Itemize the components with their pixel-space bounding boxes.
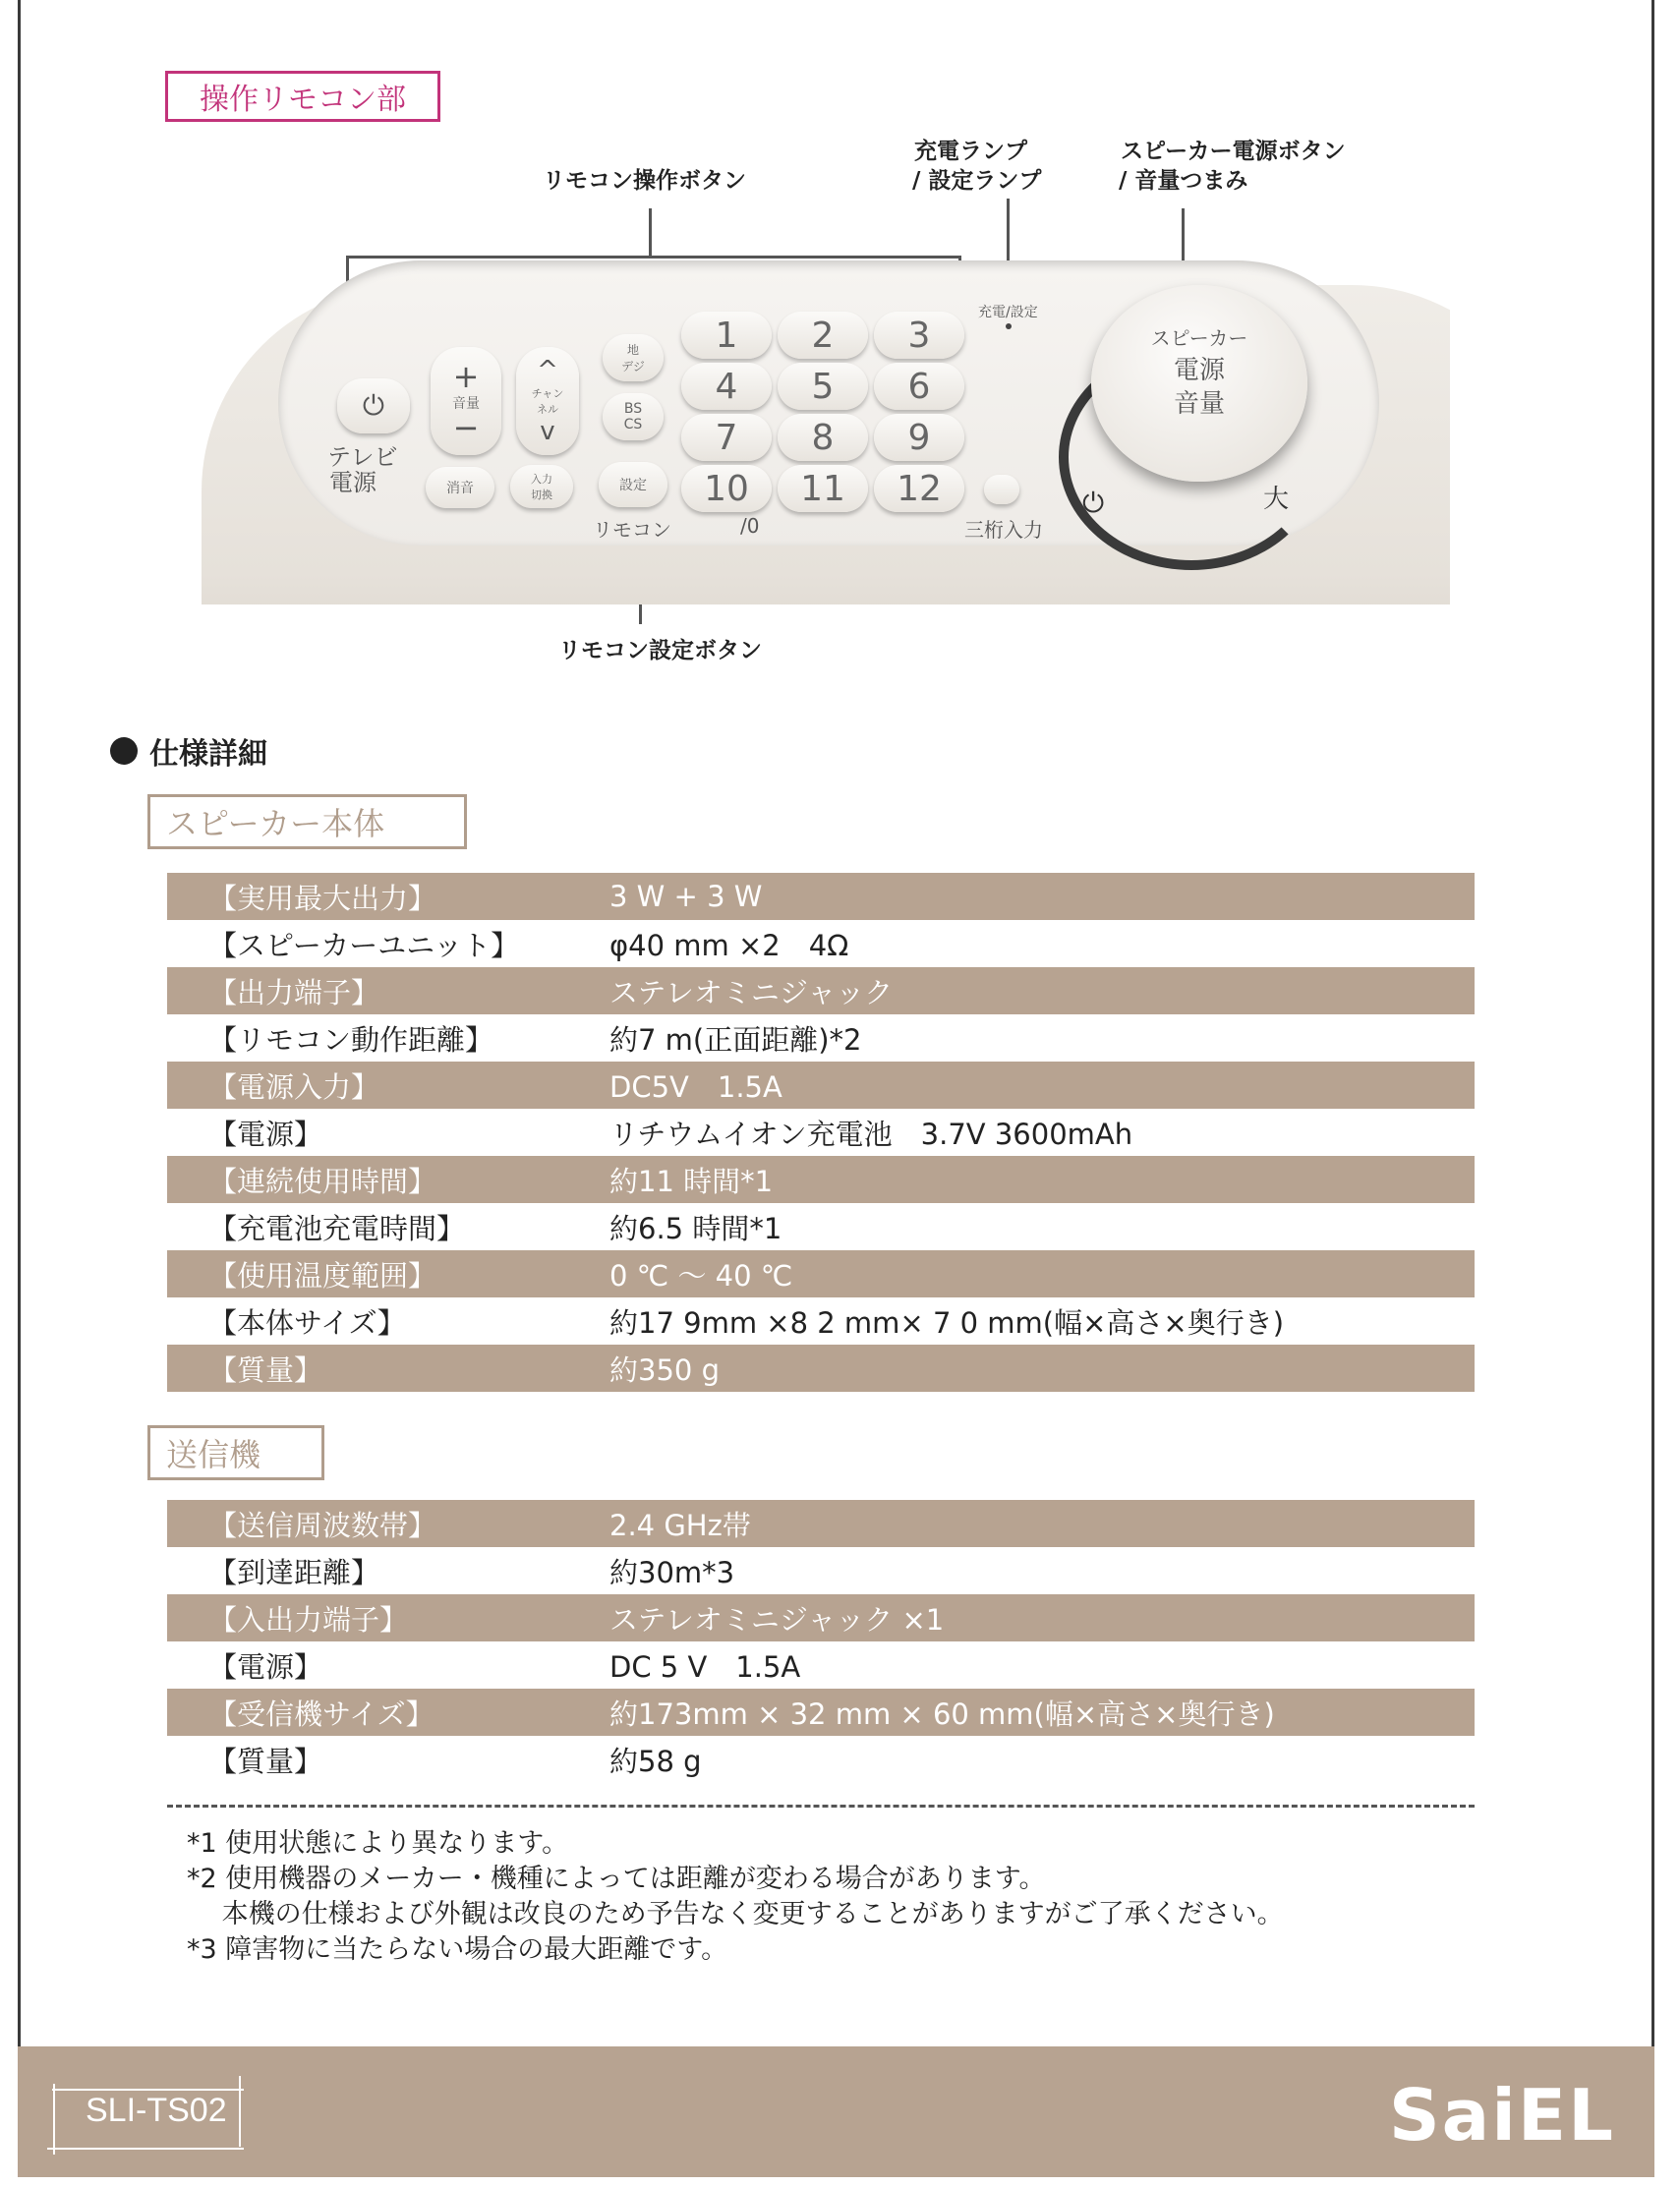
spec-key: 【充電池充電時間】 <box>208 1211 466 1245</box>
num-button-7: 7 <box>681 414 772 461</box>
spec-value: 0 ℃ 〜 40 ℃ <box>609 1258 793 1293</box>
knob-label-3: 音量 <box>1173 389 1225 419</box>
spec-value: 約30m*3 <box>609 1555 735 1589</box>
bracket-stem <box>649 208 652 258</box>
spec-key: 【電源】 <box>208 1649 323 1684</box>
spec-value: 約6.5 時間*1 <box>609 1211 782 1245</box>
footnotes <box>187 1826 1284 1968</box>
knob-label-2: 電源 <box>1173 356 1225 385</box>
callout-speaker-line1: スピーカー電源ボタン <box>1121 139 1346 164</box>
three-digit-label: 三桁入力 <box>964 518 1043 542</box>
spec-value: DC 5 V 1.5A <box>609 1649 801 1684</box>
spec-row <box>167 1689 1475 1736</box>
setting-button: 設定 <box>599 462 667 507</box>
channel-rocker <box>516 347 579 455</box>
tv-power-label-1: テレビ <box>327 443 398 471</box>
num-button-1: 1 <box>681 312 772 359</box>
spec-key: 【受信機サイズ】 <box>208 1697 434 1731</box>
volume-plus: + <box>452 358 480 395</box>
footnote-2: *2 使用機器のメーカー・機種によっては距離が変わる場合があります。 <box>187 1864 1046 1894</box>
spec-row <box>167 1736 1475 1783</box>
spec-value: 2.4 GHz帯 <box>609 1508 751 1542</box>
spec-key: 【実用最大出力】 <box>208 881 437 915</box>
spec-row <box>167 1014 1475 1062</box>
footer-bar <box>18 2046 1654 2177</box>
transmitter-spec-table <box>167 1500 1475 1783</box>
section-title: 操作リモコン部 <box>165 71 440 122</box>
channel-down: v <box>540 417 555 446</box>
spec-row <box>167 1297 1475 1345</box>
input-button: 入力 切換 <box>510 465 573 508</box>
spec-row <box>167 1062 1475 1109</box>
num-button-10: 10 <box>681 465 772 512</box>
mute-button: 消音 <box>426 467 494 508</box>
remote-illustration <box>202 260 1450 604</box>
spec-row <box>167 920 1475 967</box>
spec-value: リチウムイオン充電池 3.7V 3600mAh <box>609 1117 1133 1151</box>
spec-row <box>167 1594 1475 1641</box>
bscs-button: BS CS <box>603 393 664 440</box>
spec-value: 3 W + 3 W <box>609 880 763 913</box>
spec-key: 【質量】 <box>208 1352 323 1387</box>
spec-value: 約17 9mm ×8 2 mm× 7 0 mm(幅×高さ×奥行き) <box>609 1305 1285 1340</box>
knob-label-1: スピーカー <box>1150 326 1248 350</box>
volume-label: 音量 <box>452 396 480 412</box>
knob-big-label: 大 <box>1263 485 1290 514</box>
speaker-knob <box>1091 285 1307 482</box>
tv-power-button <box>337 378 410 433</box>
channel-up: ^ <box>537 356 558 385</box>
speaker-section-label: スピーカー本体 <box>147 794 467 849</box>
specs-title <box>110 729 267 773</box>
spec-row <box>167 1641 1475 1689</box>
model-frame-top <box>52 2089 244 2091</box>
spec-key: 【送信周波数帯】 <box>208 1508 437 1542</box>
spec-value: ステレオミニジャック <box>609 975 894 1009</box>
model-frame-left <box>53 2084 55 2155</box>
spec-key: 【到達距離】 <box>208 1555 380 1589</box>
spec-key: 【出力端子】 <box>208 975 380 1009</box>
spec-row <box>167 1547 1475 1594</box>
channel-label: チャン ネル <box>531 387 564 416</box>
spec-value: 約11 時間*1 <box>609 1164 774 1198</box>
spec-key: 【リモコン動作距離】 <box>208 1022 494 1057</box>
spec-row <box>167 1500 1475 1547</box>
spec-value: 約350 g <box>609 1352 720 1387</box>
spec-value: DC5V 1.5A <box>609 1069 782 1104</box>
num-button-6: 6 <box>874 363 964 410</box>
model-frame-bottom <box>47 2148 244 2150</box>
spec-key: 【使用温度範囲】 <box>208 1258 437 1293</box>
lamp-label: 充電/設定 <box>978 305 1038 320</box>
num-button-12: 12 <box>874 465 964 512</box>
volume-rocker <box>431 347 501 455</box>
tv-power-label-2: 電源 <box>329 469 377 496</box>
remote-label: リモコン <box>593 518 671 542</box>
num-button-4: 4 <box>681 363 772 410</box>
model-number: SLI-TS02 <box>86 2092 227 2129</box>
transmitter-section-label: 送信機 <box>147 1425 324 1480</box>
specs-title-text: 仕様詳細 <box>149 737 267 772</box>
brand-logo: SaiEL <box>1388 2074 1615 2157</box>
spec-key: 【電源】 <box>208 1117 323 1151</box>
num-button-11: 11 <box>778 465 868 512</box>
bullet-dot <box>110 737 138 765</box>
footnote-3: *3 障害物に当たらない場合の最大距離です。 <box>187 1934 728 1965</box>
spec-row <box>167 1345 1475 1392</box>
spec-row <box>167 873 1475 920</box>
num-button-2: 2 <box>778 312 868 359</box>
notes-divider <box>167 1805 1475 1808</box>
spec-key: 【質量】 <box>208 1744 323 1778</box>
footnote-2-cont: 本機の仕様および外観は改良のため予告なく変更することがありますがご了承ください。 <box>187 1899 1284 1929</box>
spec-row <box>167 967 1475 1014</box>
spec-row <box>167 1109 1475 1156</box>
slash-zero-label: /0 <box>740 514 760 538</box>
spec-row <box>167 1156 1475 1203</box>
spec-value: 約173mm × 32 mm × 60 mm(幅×高さ×奥行き) <box>609 1697 1275 1731</box>
num-button-3: 3 <box>874 312 964 359</box>
spec-key: 【電源入力】 <box>208 1069 380 1104</box>
knob-power-symbol: ⏻ <box>1082 487 1105 519</box>
footnote-1: *1 使用状態により異なります。 <box>187 1828 569 1859</box>
spec-key: 【スピーカーユニット】 <box>208 928 520 962</box>
terrestrial-button: 地 デジ <box>603 334 664 381</box>
model-frame-right <box>239 2076 241 2147</box>
callout-speaker-line2: / 音量つまみ <box>1119 168 1248 194</box>
callout-remote-buttons: リモコン操作ボタン <box>543 168 746 194</box>
num-button-9: 9 <box>874 414 964 461</box>
spec-key: 【連続使用時間】 <box>208 1164 437 1198</box>
speaker-spec-table <box>167 873 1475 1392</box>
callout-lamp-line1: 充電ランプ <box>914 139 1027 164</box>
spec-value: φ40 mm ×2 4Ω <box>609 928 849 962</box>
spec-value: 約58 g <box>609 1744 702 1778</box>
callout-setting-button: リモコン設定ボタン <box>558 638 762 663</box>
spec-key: 【本体サイズ】 <box>208 1305 406 1340</box>
num-button-5: 5 <box>778 363 868 410</box>
spec-value: ステレオミニジャック ×1 <box>609 1602 945 1637</box>
spec-value: 約7 m(正面距離)*2 <box>609 1022 862 1057</box>
spec-key: 【入出力端子】 <box>208 1602 409 1637</box>
power-icon: ⏻ <box>362 389 385 422</box>
three-digit-button <box>984 475 1019 504</box>
bracket-top <box>346 256 961 259</box>
lamp-dot <box>1006 323 1012 329</box>
spec-row <box>167 1203 1475 1250</box>
spec-row <box>167 1250 1475 1297</box>
volume-minus: − <box>452 409 480 446</box>
callout-lamp-line2: / 設定ランプ <box>912 168 1042 194</box>
num-button-8: 8 <box>778 414 868 461</box>
